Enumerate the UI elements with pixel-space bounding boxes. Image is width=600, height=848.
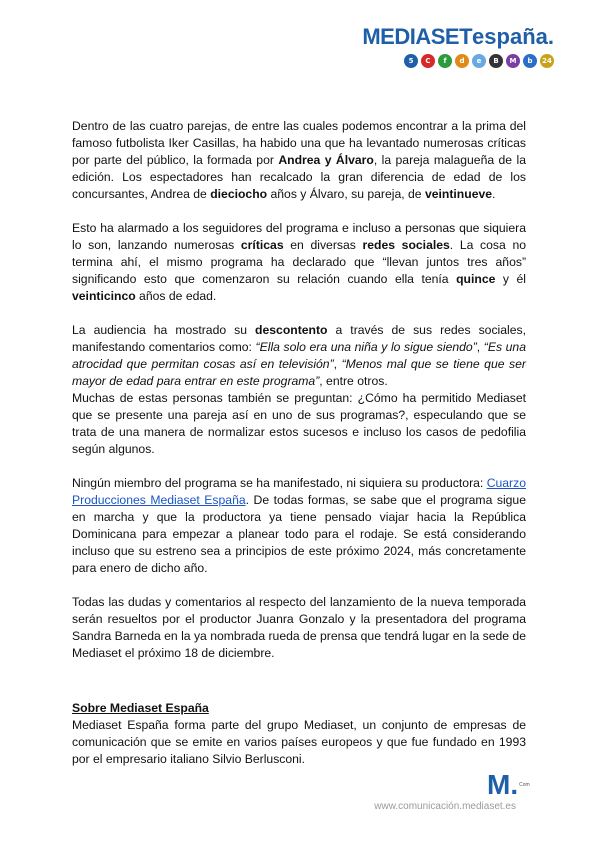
logo-dot: .	[547, 24, 554, 49]
bold-criticas: críticas	[240, 238, 284, 252]
bold-veinticinco: veinticinco	[72, 289, 136, 303]
quote-2: “Es una atrocidad que permitan cosas así en televisión”	[72, 340, 526, 371]
factoria-icon: f	[438, 54, 452, 68]
quote-3: “Menos mal que se tiene que ser mayor de edad para entrar en este programa”	[72, 357, 526, 388]
be-mad-icon: b	[523, 54, 537, 68]
divinity-icon: d	[455, 54, 469, 68]
bold-quince: quince	[456, 272, 496, 286]
boing-icon: B	[489, 54, 503, 68]
bold-descontento: descontento	[255, 323, 328, 337]
bold-age-alvaro: veintinueve	[424, 187, 493, 201]
text-span: , la pareja malagueña de la edición. Los espectadores han recalcado la gran diferencia de edad de los concursantes, Andrea de	[72, 153, 526, 201]
text-span: años de edad.	[135, 289, 217, 303]
text-span: Dentro de las cuatro parejas, de entre las cuales podemos encontrar a la prima del famoso futbolista Iker Casillas, ha habido una que ha levantado numerosas críticas por parte del público, la formada por	[72, 119, 526, 167]
quote-1: “Ella solo era una niña y lo sigue siendo”	[255, 340, 477, 354]
paragraph-3	[72, 322, 526, 390]
text-span: ,	[333, 357, 342, 371]
bold-age-andrea: dieciocho	[210, 187, 268, 201]
text-span: y él	[495, 272, 526, 286]
text-span: en diversas	[283, 238, 363, 252]
energy-icon: e	[472, 54, 486, 68]
telecinco-icon: 5	[404, 54, 418, 68]
document-body	[72, 118, 526, 785]
text-span: años y Álvaro, su pareja, de	[267, 187, 425, 201]
cuarzo-producciones-link[interactable]: Cuarzo Producciones Mediaset España	[72, 476, 526, 507]
text-span: . De todas formas, se sabe que el programa sigue en marcha y que la productora ya tiene pensado viajar hacia la República Dominicana para empezar a planear todo para el rodaje. Se está considerando incluso que su estreno sea a principios de este próximo 2024, más concretamente para enero de dicho año.	[72, 493, 526, 575]
cuatro-icon: C	[421, 54, 435, 68]
about-heading: Sobre Mediaset España	[72, 701, 209, 715]
text-span: ,	[476, 340, 484, 354]
channel-icons-row	[362, 54, 554, 68]
text-span: , entre otros.	[319, 374, 388, 388]
logo-wordmark	[362, 24, 554, 50]
text-span: . La cosa no termina ahí, el mismo programa ha declarado que “llevan juntos tres años” significando esto que comenzaron su relación cuando ella tenía	[72, 238, 527, 286]
text-span: a través de sus redes sociales, manifestando comentarios como:	[72, 323, 526, 354]
logo-part-mediaset: MEDIASET	[362, 24, 473, 49]
text-span: Esto ha alarmado a los seguidores del programa e incluso a personas que siquiera lo son, lanzando numerosas	[72, 221, 526, 252]
footer-logo-dot: .	[510, 769, 519, 800]
logo-part-espana: españa	[472, 24, 548, 49]
paragraph-2	[72, 220, 526, 305]
paragraph-5	[72, 475, 526, 577]
about-paragraph: Mediaset España forma parte del grupo Mediaset, un conjunto de empresas de comunicación que se emite en varios países europeos y que fue fundado en 1993 por el empresario italiano Silvio Berlusconi.	[72, 718, 526, 766]
mediaset-espana-logo	[362, 24, 554, 68]
footer-url[interactable]: www.comunicación.mediaset.es	[374, 801, 516, 812]
bold-redes-sociales: redes sociales	[362, 238, 450, 252]
paragraph-4: Muchas de estas personas también se preguntan: ¿Cómo ha permitido Mediaset que se presente una pareja así en uno de sus programas?, especulando que se trata de una manera de normalizar estos sucesos e incluso los casos de pedofilia según algunos.	[72, 391, 526, 456]
24h-icon: 24	[540, 54, 554, 68]
mtmad-icon: M	[506, 54, 520, 68]
text-span: .	[492, 187, 496, 201]
paragraph-1	[72, 118, 526, 203]
text-span: La audiencia ha mostrado su	[72, 323, 256, 337]
paragraph-6: Todas las dudas y comentarios al respecto del lanzamiento de la nueva temporada serán resueltos por el productor Juanra Gonzalo y la presentadora del programa Sandra Barneda en la ya nombrada rueda de prensa que tendrá lugar en la sede de Mediaset el próximo 18 de diciembre.	[72, 595, 526, 660]
footer-logo-letter: M	[487, 769, 511, 800]
bold-names: Andrea y Álvaro	[278, 153, 374, 167]
footer-logo-small: Com	[519, 782, 530, 788]
text-span: Ningún miembro del programa se ha manifestado, ni siquiera su productora:	[72, 476, 487, 490]
footer-m-logo	[487, 771, 530, 799]
